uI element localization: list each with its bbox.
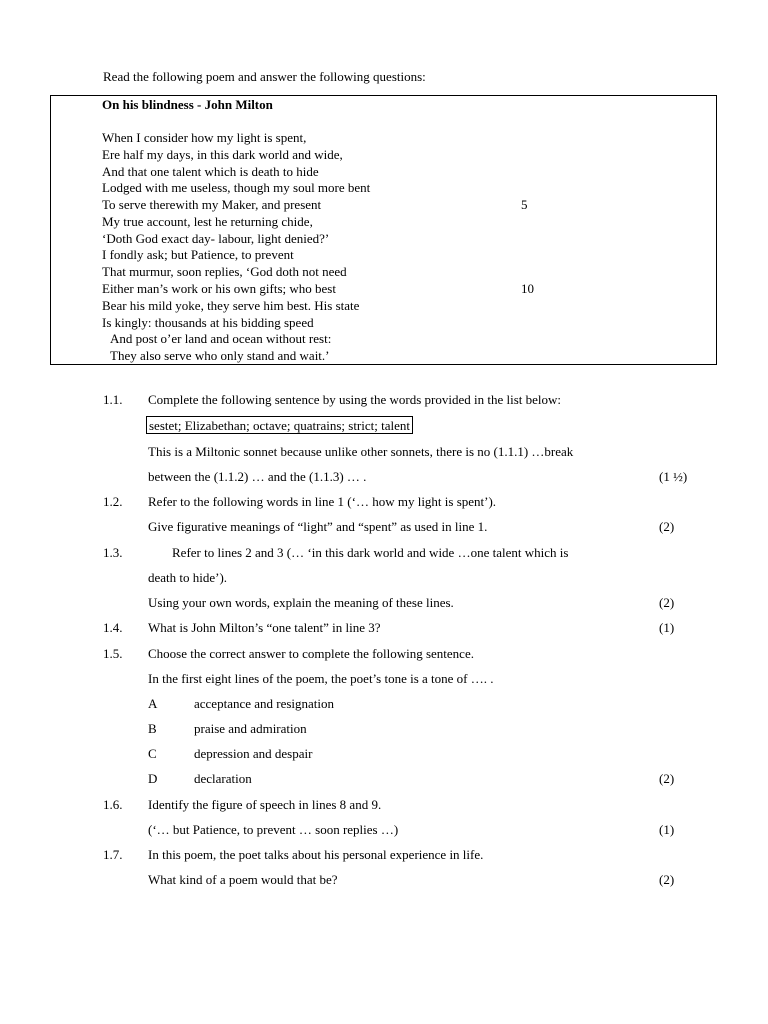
poem-title: On his blindness - John Milton bbox=[102, 97, 273, 112]
option-text: praise and admiration bbox=[194, 721, 307, 736]
question-text: Choose the correct answer to complete the following sentence. bbox=[148, 646, 474, 661]
question-text: In the first eight lines of the poem, the poet’s tone is a tone of …. . bbox=[148, 671, 494, 686]
mark-allocation: (1 ½) bbox=[659, 469, 688, 484]
poem-line-6: My true account, lest he returning chide, bbox=[102, 214, 313, 229]
option-text: depression and despair bbox=[194, 746, 313, 761]
poem-line-9: That murmur, soon replies, ‘God doth not need bbox=[102, 264, 347, 279]
mark-allocation: (2) bbox=[659, 872, 675, 887]
intro-instruction: Read the following poem and answer the following questions: bbox=[103, 69, 426, 84]
poem-line-2: Ere half my days, in this dark world and wide, bbox=[102, 147, 343, 162]
question-text: (‘… but Patience, to prevent … soon replies …) bbox=[148, 822, 399, 837]
poem-line-1: When I consider how my light is spent, bbox=[102, 130, 307, 145]
word-list-box: sestet; Elizabethan; octave; quatrains; strict; talent bbox=[146, 416, 413, 434]
option-text: declaration bbox=[194, 771, 252, 786]
question-text: Give figurative meanings of “light” and “spent” as used in line 1. bbox=[148, 519, 488, 534]
question-number: 1.7. bbox=[103, 847, 123, 862]
question-text: Complete the following sentence by using the words provided in the list below: bbox=[148, 392, 562, 407]
poem-line-12: Is kingly: thousands at his bidding speed bbox=[102, 315, 314, 330]
mark-allocation: (2) bbox=[659, 595, 675, 610]
option-letter: B bbox=[148, 721, 157, 736]
question-number: 1.2. bbox=[103, 494, 123, 509]
poem-line-4: Lodged with me useless, though my soul more bent bbox=[102, 180, 371, 195]
question-number: 1.4. bbox=[103, 620, 123, 635]
option-text: acceptance and resignation bbox=[194, 696, 335, 711]
question-number: 1.1. bbox=[103, 392, 123, 407]
mark-allocation: (2) bbox=[659, 771, 675, 786]
option-letter: D bbox=[148, 771, 158, 786]
line-number-5: 5 bbox=[521, 197, 528, 212]
question-number: 1.6. bbox=[103, 797, 123, 812]
poem-line-5: To serve therewith my Maker, and present bbox=[102, 197, 322, 212]
mark-allocation: (1) bbox=[659, 822, 675, 837]
poem-line-10: Either man’s work or his own gifts; who best bbox=[102, 281, 336, 296]
question-text: Using your own words, explain the meaning of these lines. bbox=[148, 595, 454, 610]
question-text: In this poem, the poet talks about his personal experience in life. bbox=[148, 847, 484, 862]
question-text: death to hide’). bbox=[148, 570, 228, 585]
question-text: What kind of a poem would that be? bbox=[148, 872, 338, 887]
mark-allocation: (1) bbox=[659, 620, 675, 635]
poem-line-11: Bear his mild yoke, they serve him best. His state bbox=[102, 298, 360, 313]
poem-line-14: They also serve who only stand and wait.’ bbox=[110, 348, 330, 363]
poem-line-3: And that one talent which is death to hide bbox=[102, 164, 319, 179]
question-text: Identify the figure of speech in lines 8 and 9. bbox=[148, 797, 382, 812]
line-number-10: 10 bbox=[521, 281, 534, 296]
option-letter: A bbox=[148, 696, 158, 711]
question-number: 1.3. bbox=[103, 545, 123, 560]
question-text: What is John Milton’s “one talent” in line 3? bbox=[148, 620, 381, 635]
poem-line-7: ‘Doth God exact day- labour, light denied?’ bbox=[102, 231, 330, 246]
question-number: 1.5. bbox=[103, 646, 123, 661]
mark-allocation: (2) bbox=[659, 519, 675, 534]
question-text: between the (1.1.2) … and the (1.1.3) … . bbox=[148, 469, 367, 484]
poem-line-8: I fondly ask; but Patience, to prevent bbox=[102, 247, 294, 262]
option-letter: C bbox=[148, 746, 157, 761]
poem-line-13: And post o’er land and ocean without rest: bbox=[110, 331, 332, 346]
poem-box bbox=[50, 95, 717, 365]
question-text: Refer to the following words in line 1 (‘… how my light is spent’). bbox=[148, 494, 497, 509]
question-text: This is a Miltonic sonnet because unlike other sonnets, there is no (1.1.1) …break bbox=[148, 444, 574, 459]
question-text: Refer to lines 2 and 3 (… ‘in this dark world and wide …one talent which is bbox=[172, 545, 569, 560]
